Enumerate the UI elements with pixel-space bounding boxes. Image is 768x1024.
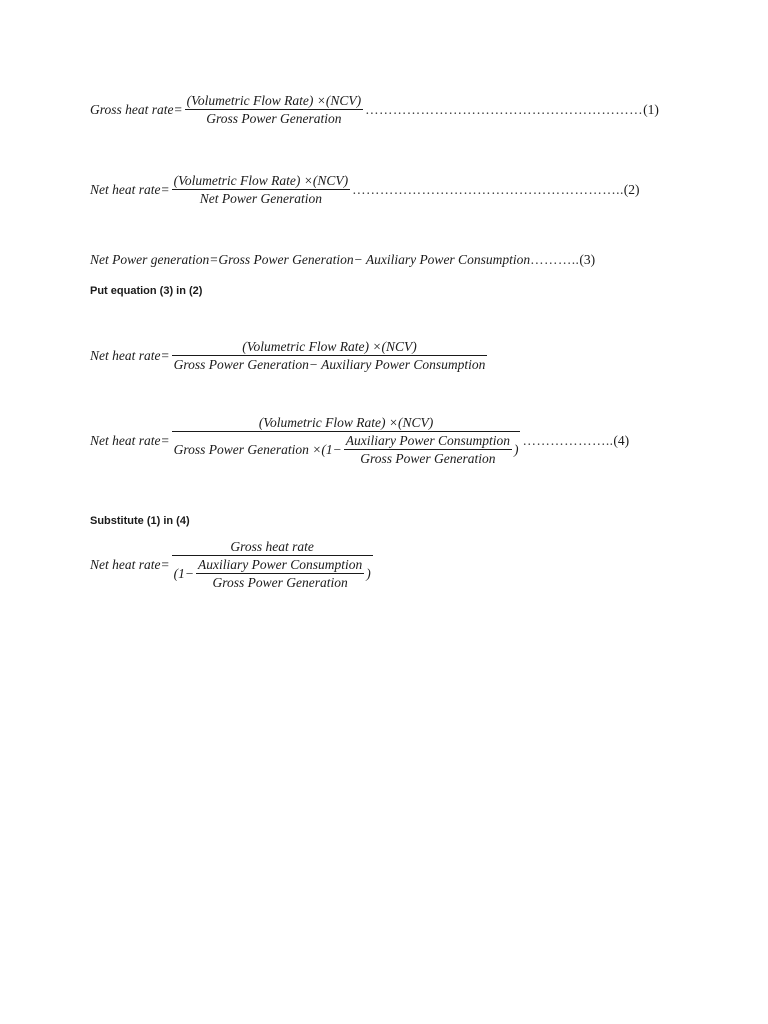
eq6-numerator: Gross heat rate: [230, 539, 314, 554]
eq5-fraction: [172, 338, 488, 373]
equation-substituted: [90, 338, 489, 373]
eq2-number: (2): [623, 181, 640, 197]
eq3-text: Net Power generation=Gross Power Generation− Auxiliary Power Consumption: [90, 252, 531, 267]
eq2-leader-dots: …………………………………………………..: [352, 181, 624, 197]
note-substitute: Substitute (1) in (4): [90, 515, 190, 527]
eq6-inner-fraction: [196, 556, 364, 591]
eq1-equals: =: [173, 101, 183, 117]
eq2-equals: =: [160, 181, 170, 197]
note-put-equation: Put equation (3) in (2): [90, 285, 203, 297]
eq5-lhs: Net heat rate: [90, 347, 161, 363]
eq1-fraction: [185, 92, 363, 127]
eq4-fraction: [172, 414, 521, 467]
eq6-denominator: [172, 556, 373, 591]
equation-final: [90, 538, 375, 591]
eq4-equals: =: [160, 432, 170, 448]
eq3-number: (3): [579, 252, 596, 267]
eq2-lhs: Net heat rate: [90, 181, 161, 197]
eq6-den-prefix: (1−: [173, 566, 194, 581]
eq4-den-prefix: Gross Power Generation ×(1−: [173, 442, 342, 457]
eq5-equals: =: [160, 347, 170, 363]
eq6-equals: =: [160, 556, 170, 572]
eq4-numerator: (Volumetric Flow Rate) ×(NCV): [258, 415, 434, 430]
eq1-denominator: Gross Power Generation: [206, 111, 342, 126]
eq2-fraction: [172, 172, 350, 207]
eq4-number: (4): [613, 432, 630, 448]
equation-3: [90, 252, 595, 268]
eq6-den-suffix: ): [366, 566, 371, 581]
equation-4: [90, 414, 629, 467]
equation-1: [90, 92, 659, 127]
eq1-leader-dots: ……………………………………………………: [365, 101, 644, 117]
eq2-numerator: (Volumetric Flow Rate) ×(NCV): [173, 173, 349, 188]
eq4-inner-fraction: [344, 432, 512, 467]
equation-2: [90, 172, 639, 207]
eq4-inner-numerator: Auxiliary Power Consumption: [345, 433, 510, 448]
eq6-fraction: [172, 538, 373, 591]
eq4-leader-dots: ………………..: [522, 432, 614, 448]
eq5-numerator: (Volumetric Flow Rate) ×(NCV): [242, 339, 417, 354]
eq5-denominator: Gross Power Generation− Auxiliary Power Consumption: [173, 357, 486, 372]
eq4-denominator: [172, 432, 521, 467]
eq3-leader-dots: ………..: [530, 252, 580, 267]
eq4-inner-denominator: Gross Power Generation: [360, 451, 496, 466]
eq6-inner-numerator: Auxiliary Power Consumption: [197, 557, 363, 572]
eq6-lhs: Net heat rate: [90, 556, 161, 572]
eq1-lhs: Gross heat rate: [90, 101, 174, 117]
eq1-numerator: (Volumetric Flow Rate) ×(NCV): [186, 93, 362, 108]
eq1-number: (1): [643, 101, 659, 117]
eq2-denominator: Net Power Generation: [199, 191, 322, 206]
eq6-inner-denominator: Gross Power Generation: [212, 575, 348, 590]
eq4-lhs: Net heat rate: [90, 432, 161, 448]
eq4-den-suffix: ): [513, 442, 519, 457]
